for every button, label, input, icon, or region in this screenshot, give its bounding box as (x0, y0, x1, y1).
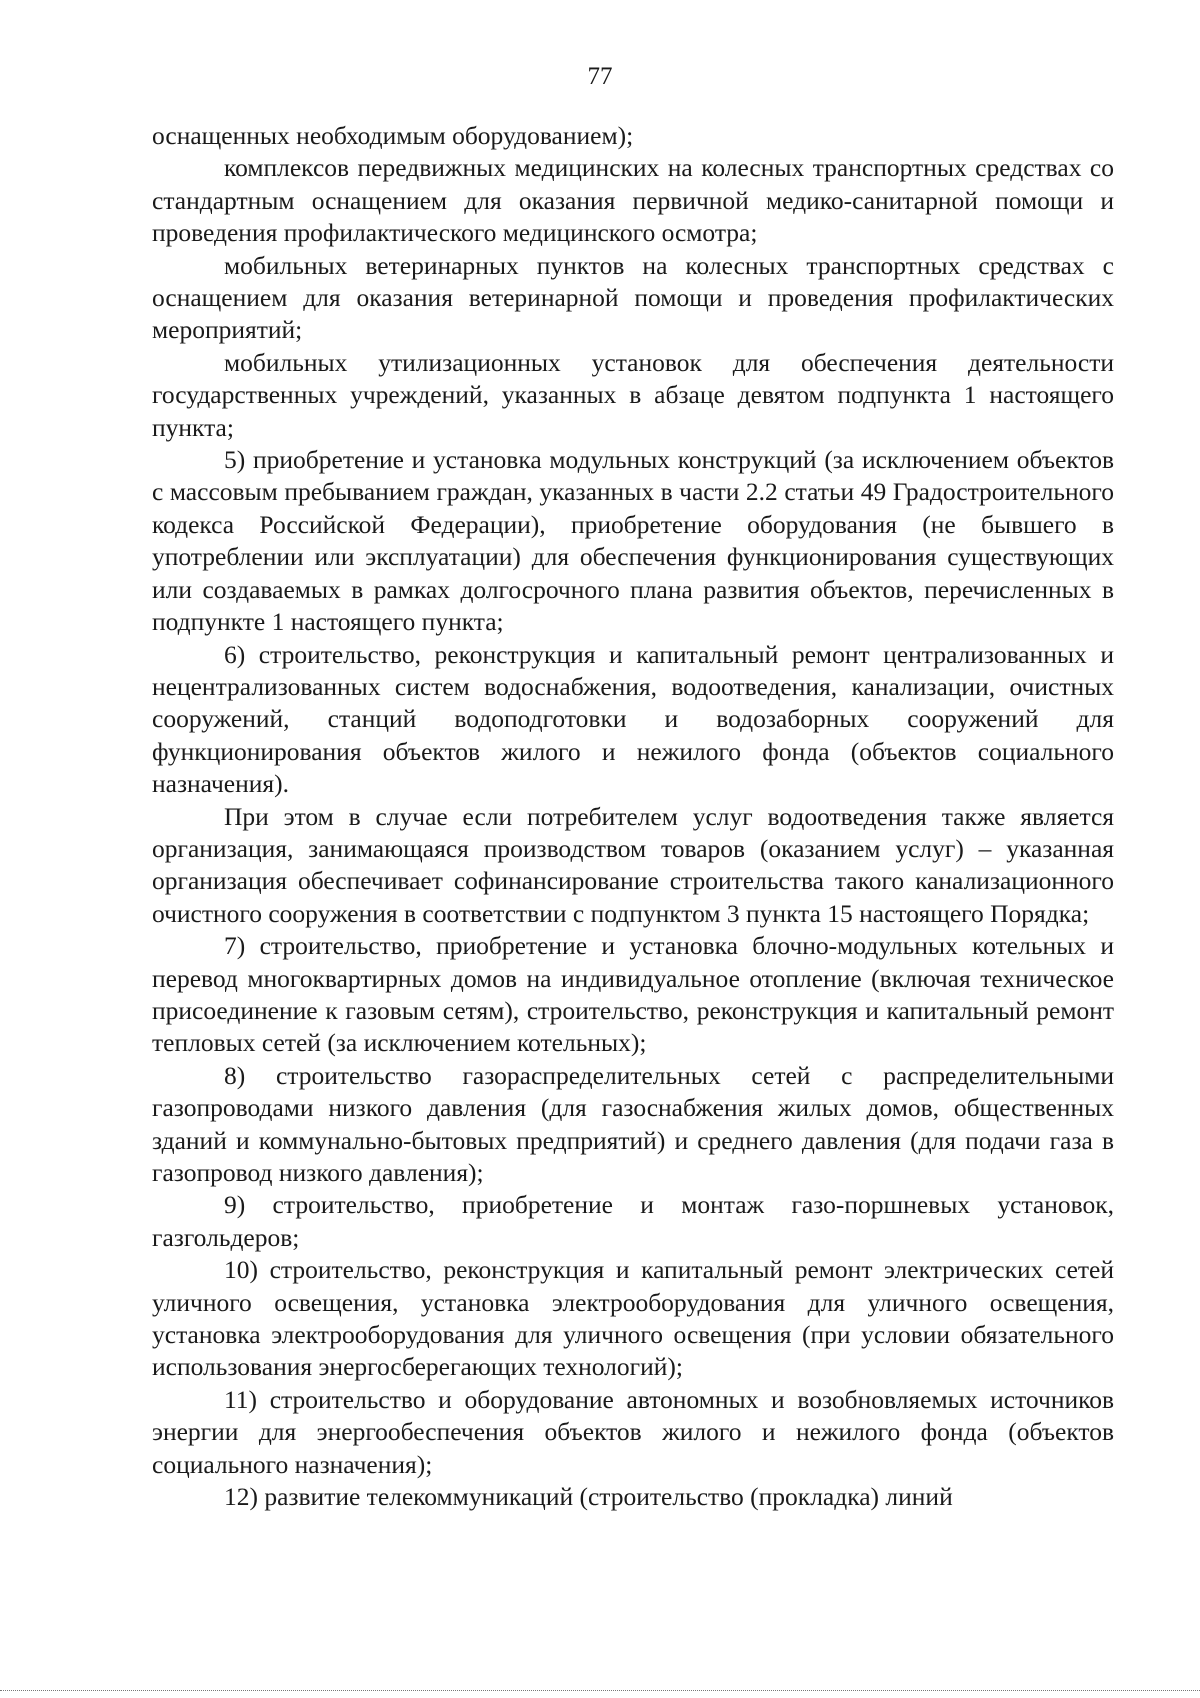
document-body (152, 120, 1114, 1513)
paragraph-13: 12) развитие телекоммуникаций (строительство (прокладка) линий (224, 1482, 953, 1512)
paragraph-12: 11) строительство и оборудование автономных и возобновляемых источников энергии для энергообеспечения объектов жилого и нежилого фонда (объектов социального назначения); (152, 1384, 1114, 1479)
paragraph-8: 7) строительство, приобретение и установка блочно-модульных котельных и перевод многоквартирных домов на индивидуальное отопление (включая техническое присоединение к газовым сетям), строительство, реконструкция и капитальный ремонт тепловых сетей (за исключением котельных); (152, 931, 1114, 1058)
page-number: 77 (587, 63, 613, 90)
paragraph-1: оснащенных необходимым оборудованием); (152, 121, 634, 150)
paragraph-10: 9) строительство, приобретение и монтаж газо-поршневых установок, газгольдеров; (152, 1190, 1114, 1252)
paragraph-9: 8) строительство газораспределительных сетей с распределительными газопроводами низкого давления (для газоснабжения жилых домов, общественных зданий и коммунально-бытовых предприятий) и среднего давления (для подачи газа в газопровод низкого давления); (152, 1060, 1114, 1187)
paragraph-3: мобильных ветеринарных пунктов на колесных транспортных средствах с оснащением для оказания ветеринарной помощи и проведения профилактических мероприятий; (152, 250, 1114, 345)
paragraph-11: 10) строительство, реконструкция и капитальный ремонт электрических сетей уличного освещения, установка электрооборудования для уличного освещения, установка электрооборудования для уличного освещения (при условии обязательного использования энергосберегающих технологий); (152, 1255, 1114, 1382)
paragraph-6: 6) строительство, реконструкция и капитальный ремонт централизованных и нецентрализованных систем водоснабжения, водоотведения, канализации, очистных сооружений, станций водоподготовки и водозаборных сооружений для функционирования объектов жилого и нежилого фонда (объектов социального назначения). (152, 639, 1114, 799)
paragraph-5: 5) приобретение и установка модульных конструкций (за исключением объектов с массовым пребыванием граждан, указанных в части 2.2 статьи 49 Градостроительного кодекса Российской Федерации), приобретение оборудования (не бывшего в употреблении или эксплуатации) для обеспечения функционирования существующих или создаваемых в рамках долгосрочного плана развития объектов, перечисленных в подпункте 1 настоящего пункта; (152, 445, 1114, 637)
paragraph-7: При этом в случае если потребителем услуг водоотведения также является организация, занимающаяся производством товаров (оказанием услуг) – указанная организация обеспечивает софинансирование строительства такого канализационного очистного сооружения в соответствии с подпунктом 3 пункта 15 настоящего Порядка; (152, 801, 1114, 928)
paragraph-4: мобильных утилизационных установок для обеспечения деятельности государственных учреждений, указанных в абзаце девятом подпункта 1 настоящего пункта; (152, 347, 1114, 442)
paragraph-2: комплексов передвижных медицинских на колесных транспортных средствах со стандартным оснащением для оказания первичной медико-санитарной помощи и проведения профилактического медицинского осмотра; (152, 153, 1114, 248)
scan-edge-line (0, 1690, 1200, 1691)
